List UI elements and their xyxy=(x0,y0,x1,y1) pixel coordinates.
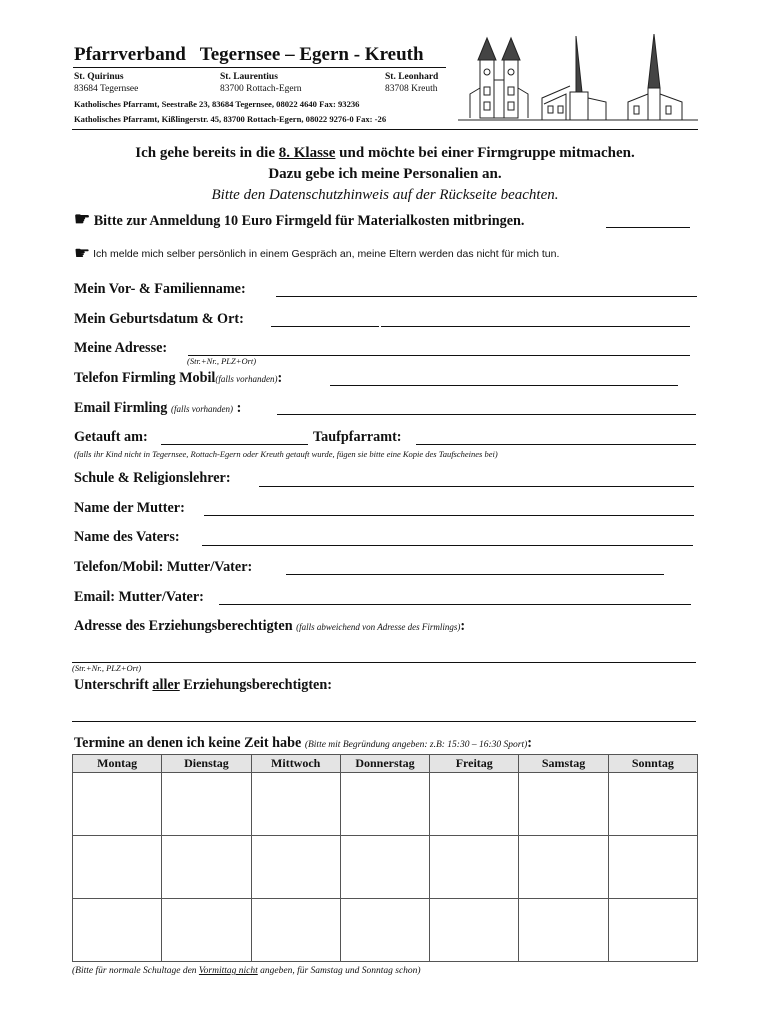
day-sunday: Sonntag xyxy=(608,755,697,773)
intro-line-2: Dazu gebe ich meine Personalien an. xyxy=(268,166,502,182)
day-wednesday: Mittwoch xyxy=(251,755,340,773)
schedule-cell[interactable] xyxy=(430,836,519,899)
schedule-cell[interactable] xyxy=(162,899,251,962)
schedule-cell[interactable] xyxy=(162,773,251,836)
table-row xyxy=(73,836,698,899)
privacy-notice: Bitte den Datenschutzhinweis auf der Rückseite beachten. xyxy=(211,187,559,203)
schedule-cell[interactable] xyxy=(340,836,429,899)
label-guardian-address: Adresse des Erziehungsberechtigten (falls abweichend von Adresse des Firmlings): xyxy=(74,618,466,634)
header-title-rule xyxy=(73,67,446,68)
bullet-self-register: ☛ Ich melde mich selber persönlich in einem Gespräch an, meine Eltern werden das nicht für mich tun. xyxy=(74,243,560,263)
schedule-cell[interactable] xyxy=(608,836,697,899)
label-address: Meine Adresse: xyxy=(74,340,168,356)
birthdate-line[interactable] xyxy=(271,326,379,327)
schedule-cell[interactable] xyxy=(73,836,162,899)
header-divider xyxy=(72,129,698,130)
parents-email-line[interactable] xyxy=(219,604,691,605)
label-parents-email: Email: Mutter/Vater: xyxy=(74,589,204,605)
guardian-address-line[interactable] xyxy=(72,662,696,663)
mother-line[interactable] xyxy=(204,515,694,516)
schedule-cell[interactable] xyxy=(519,899,608,962)
schedule-cell[interactable] xyxy=(162,836,251,899)
label-signature: Unterschrift aller Erziehungsberechtigten: xyxy=(74,677,332,693)
day-saturday: Samstag xyxy=(519,755,608,773)
signature-line[interactable] xyxy=(72,721,696,722)
intro-line-1: Ich gehe bereits in die 8. Klasse und möchte bei einer Firmgruppe mitmachen. xyxy=(135,145,635,161)
name-line[interactable] xyxy=(276,296,697,297)
schedule-cell[interactable] xyxy=(608,773,697,836)
schedule-cell[interactable] xyxy=(251,773,340,836)
baptism-parish-line[interactable] xyxy=(416,444,696,445)
guardian-address-hint: (Str.+Nr., PLZ+Ort) xyxy=(72,663,142,673)
school-line[interactable] xyxy=(259,486,694,487)
schedule-cell[interactable] xyxy=(251,899,340,962)
pointing-hand-icon: ☛ xyxy=(74,243,91,263)
parish-quirinus: St. Quirinus 83684 Tegernsee xyxy=(74,72,139,94)
label-father: Name des Vaters: xyxy=(74,529,180,545)
day-thursday: Donnerstag xyxy=(340,755,429,773)
label-birth: Mein Geburtsdatum & Ort: xyxy=(74,311,244,327)
schedule-title: Termine an denen ich keine Zeit habe (Bitte mit Begründung angeben: z.B: 15:30 – 16:30 Sport): xyxy=(74,735,532,751)
day-tuesday: Dienstag xyxy=(162,755,251,773)
schedule-footer: (Bitte für normale Schultage den Vormittag nicht angeben, für Samstag und Sonntag schon) xyxy=(72,966,421,976)
day-monday: Montag xyxy=(73,755,162,773)
pointing-hand-icon: ☛ xyxy=(74,209,91,229)
header-title: Pfarrverband Tegernsee – Egern - Kreuth xyxy=(74,44,424,65)
schedule-cell[interactable] xyxy=(608,899,697,962)
baptism-hint: (falls ihr Kind nicht in Tegernsee, Rottach-Egern oder Kreuth getauft wurde, fügen sie bitte eine Kopie des Taufscheines bei) xyxy=(74,449,498,459)
contact-rottach: Katholisches Pfarramt, Kißlingerstr. 45, 83700 Rottach-Egern, 08022 9276-0 Fax: -26 xyxy=(74,114,387,124)
schedule-cell[interactable] xyxy=(519,836,608,899)
schedule-cell[interactable] xyxy=(340,899,429,962)
table-row xyxy=(73,899,698,962)
father-line[interactable] xyxy=(202,545,693,546)
day-friday: Freitag xyxy=(430,755,519,773)
churches-illustration-icon xyxy=(458,32,698,128)
address-hint: (Str.+Nr., PLZ+Ort) xyxy=(187,356,257,366)
fee-line[interactable] xyxy=(606,227,690,228)
contact-tegernsee: Katholisches Pfarramt, Seestraße 23, 83684 Tegernsee, 08022 4640 Fax: 93236 xyxy=(74,99,360,109)
birthplace-line[interactable] xyxy=(381,326,690,327)
email-line[interactable] xyxy=(277,414,696,415)
address-line[interactable] xyxy=(188,355,690,356)
label-name: Mein Vor- & Familienname: xyxy=(74,281,246,297)
schedule-cell[interactable] xyxy=(430,899,519,962)
schedule-cell[interactable] xyxy=(519,773,608,836)
schedule-cell[interactable] xyxy=(430,773,519,836)
schedule-cell[interactable] xyxy=(251,836,340,899)
label-mother: Name der Mutter: xyxy=(74,500,185,516)
label-school: Schule & Religionslehrer: xyxy=(74,470,231,486)
parents-phone-line[interactable] xyxy=(286,574,664,575)
schedule-cell[interactable] xyxy=(73,773,162,836)
schedule-cell[interactable] xyxy=(73,899,162,962)
baptism-date-line[interactable] xyxy=(161,444,308,445)
label-parents-phone: Telefon/Mobil: Mutter/Vater: xyxy=(74,559,253,575)
phone-line[interactable] xyxy=(330,385,678,386)
label-baptized: Getauft am: xyxy=(74,429,148,445)
schedule-table xyxy=(72,754,698,962)
label-email: Email Firmling (falls vorhanden) : xyxy=(74,400,242,416)
parish-leonhard: St. Leonhard 83708 Kreuth xyxy=(385,72,439,94)
schedule-cell[interactable] xyxy=(340,773,429,836)
parish-laurentius: St. Laurentius 83700 Rottach-Egern xyxy=(220,72,302,94)
label-baptism-parish: Taufpfarramt: xyxy=(313,429,402,445)
bullet-fee: ☛ Bitte zur Anmeldung 10 Euro Firmgeld für Materialkosten mitbringen. xyxy=(74,209,525,229)
label-phone: Telefon Firmling Mobil(falls vorhanden): xyxy=(74,370,283,386)
table-row xyxy=(73,773,698,836)
